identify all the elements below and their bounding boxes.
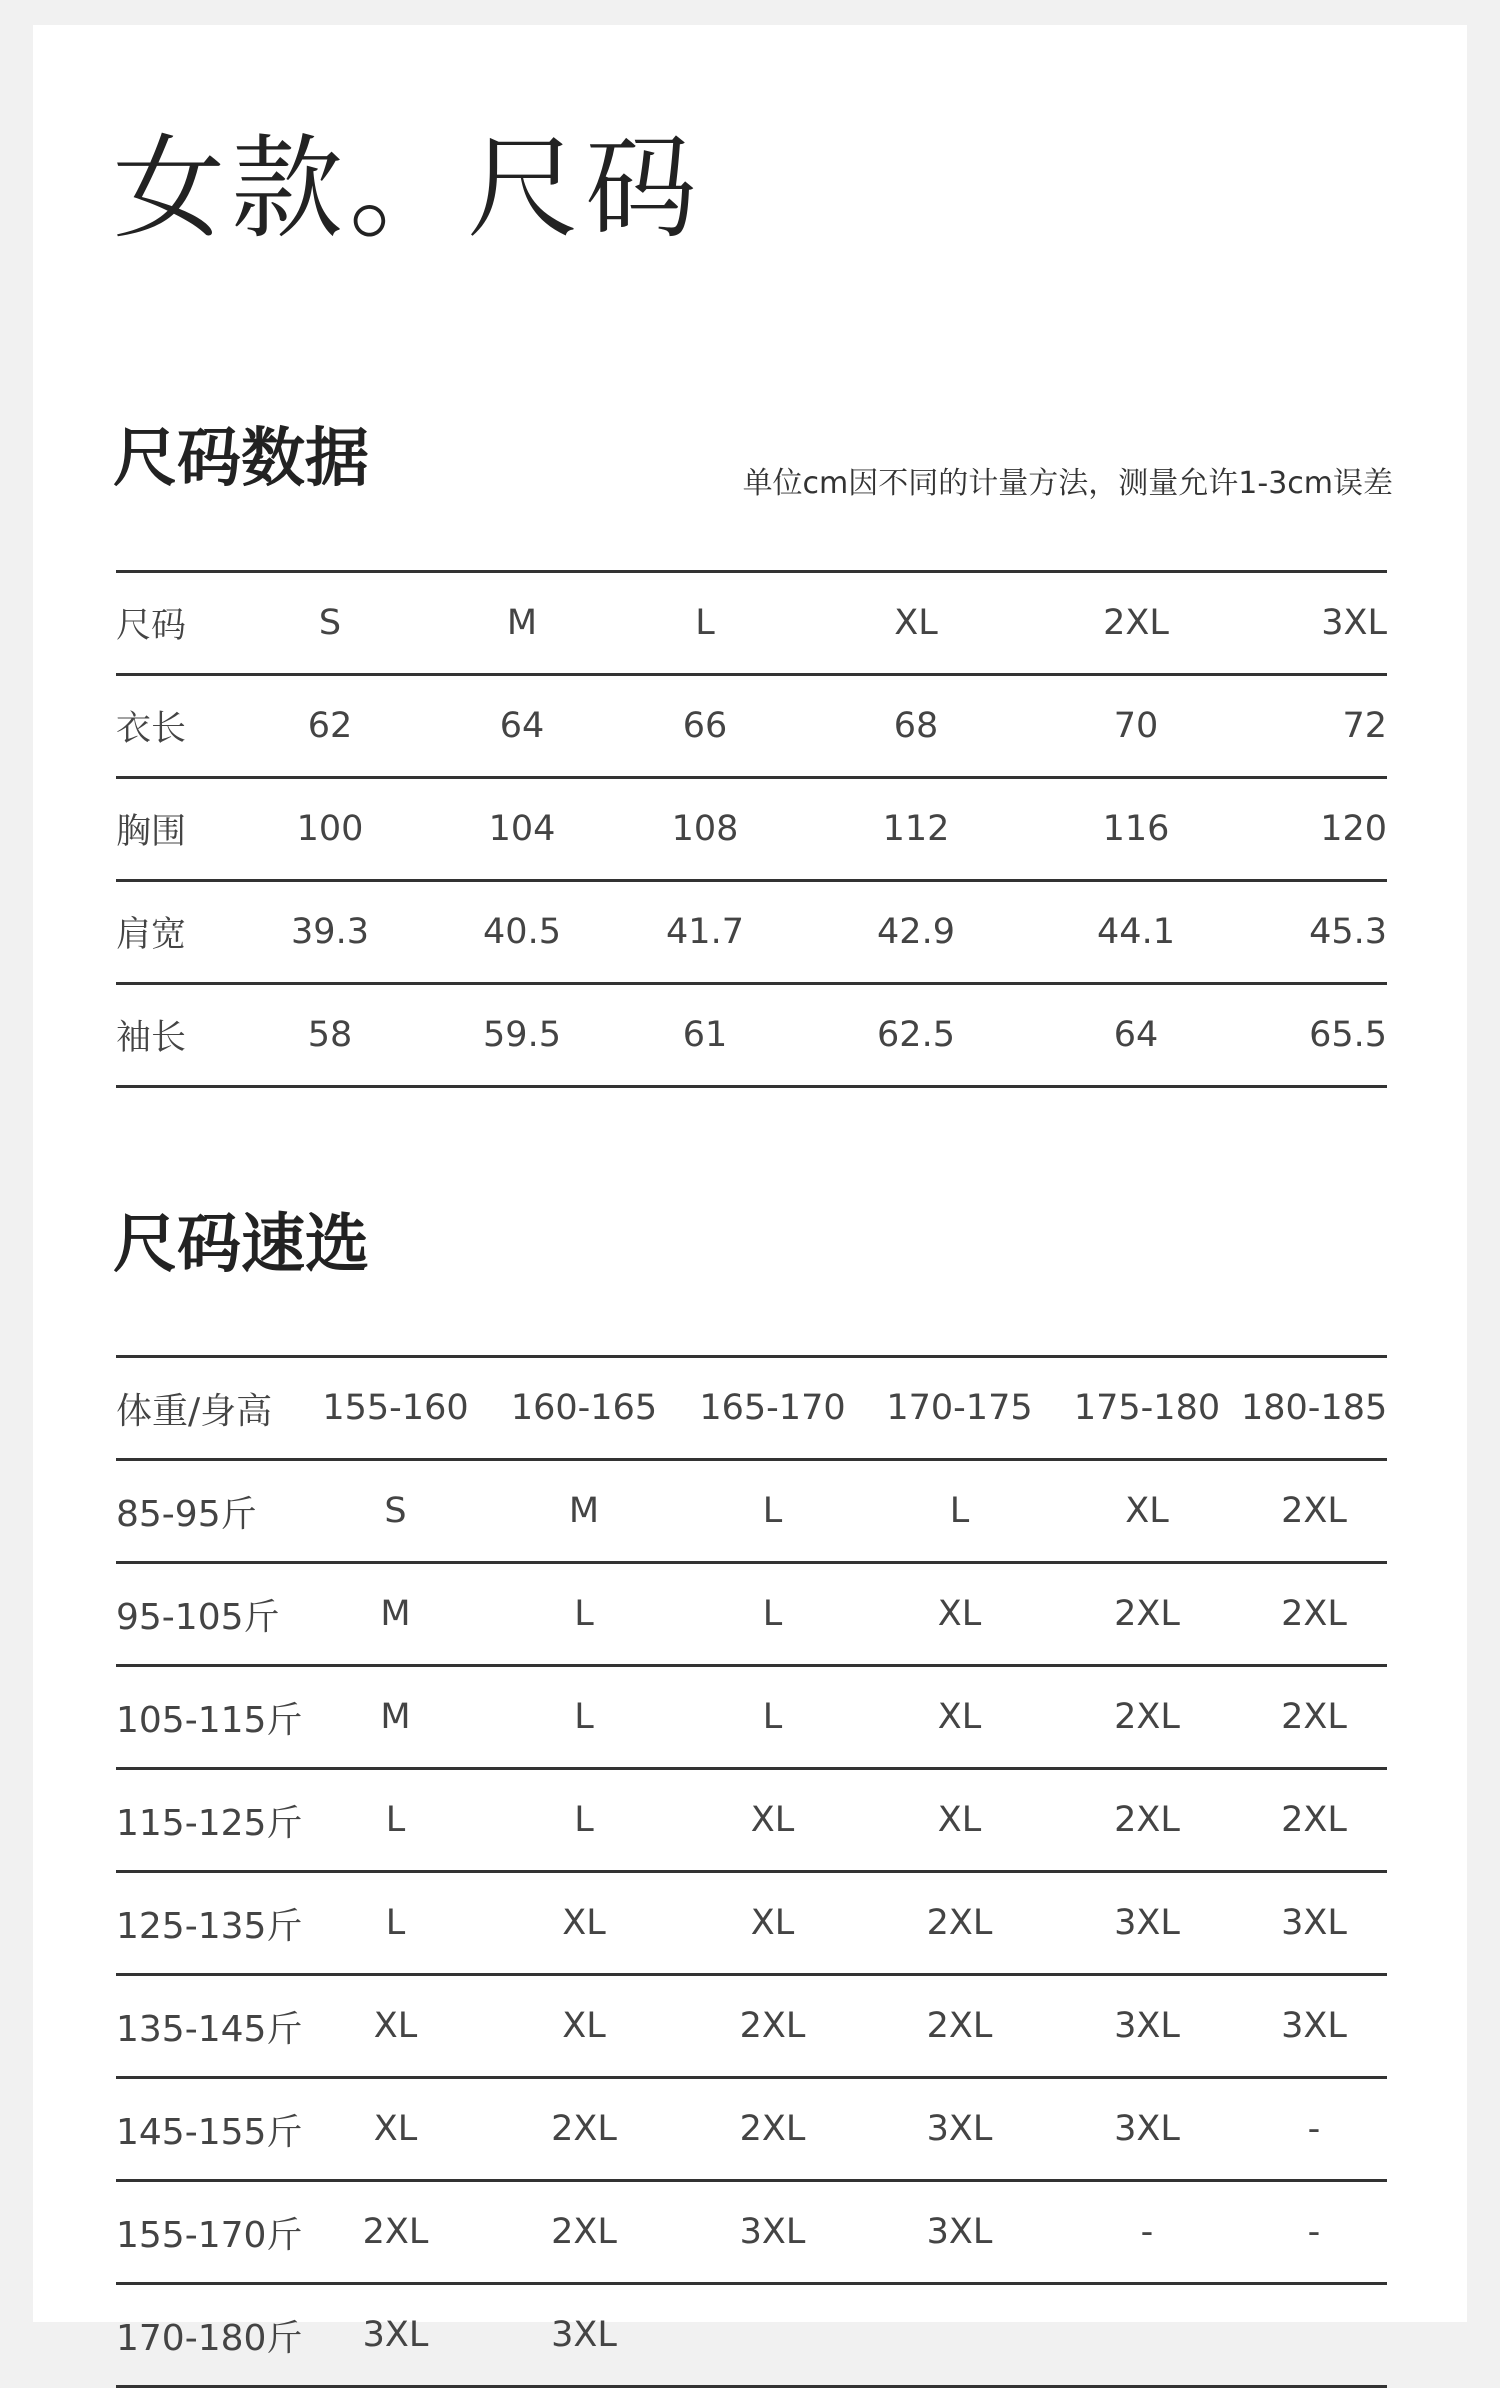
table-row [116, 1872, 1387, 1975]
table-cell: 116 [1022, 778, 1250, 881]
table-row [116, 1563, 1387, 1666]
table-header-row [116, 572, 1387, 675]
row-label: 肩宽 [116, 881, 216, 984]
table-row [116, 1460, 1387, 1563]
table-cell: 2XL [679, 1975, 866, 2078]
header-cell: 180-185 [1241, 1357, 1387, 1460]
table-cell: L [679, 1666, 866, 1769]
table-cell: XL [866, 1666, 1053, 1769]
table-cell: XL [866, 1563, 1053, 1666]
table-cell: 3XL [679, 2181, 866, 2284]
table-cell: 2XL [1241, 1460, 1387, 1563]
table-cell: L [302, 1872, 489, 1975]
table-cell: 3XL [866, 2181, 1053, 2284]
table-cell: 2XL [866, 1872, 1053, 1975]
header-cell: 3XL [1250, 572, 1387, 675]
size-data-title: 尺码数据 [113, 422, 369, 496]
table-cell: L [489, 1769, 679, 1872]
table-cell: L [679, 1563, 866, 1666]
table-row [116, 778, 1387, 881]
table-cell: 112 [810, 778, 1022, 881]
table-cell: 2XL [1053, 1666, 1241, 1769]
table-cell: 45.3 [1250, 881, 1387, 984]
table-cell: 44.1 [1022, 881, 1250, 984]
table-cell: XL [302, 2078, 489, 2181]
table-cell: 3XL [866, 2078, 1053, 2181]
table-cell: 66 [600, 675, 810, 778]
table-cell: 62 [216, 675, 444, 778]
table-cell: 64 [1022, 984, 1250, 1087]
table-row [116, 675, 1387, 778]
table-cell: XL [679, 1769, 866, 1872]
header-cell: 2XL [1022, 572, 1250, 675]
table-row [116, 2181, 1387, 2284]
table-cell: 65.5 [1250, 984, 1387, 1087]
measurement-note: 单位cm因不同的计量方法，测量允许1-3cm误差 [742, 466, 1393, 501]
table-row [116, 984, 1387, 1087]
row-label: 155-170斤 [116, 2181, 302, 2284]
table-cell: 62.5 [810, 984, 1022, 1087]
table-cell: M [302, 1563, 489, 1666]
table-cell: 120 [1250, 778, 1387, 881]
table-cell: - [1241, 2181, 1387, 2284]
row-label: 85-95斤 [116, 1460, 302, 1563]
row-label: 170-180斤 [116, 2284, 302, 2387]
table-cell: 68 [810, 675, 1022, 778]
header-cell: 尺码 [116, 572, 216, 675]
table-cell: M [489, 1460, 679, 1563]
table-cell: 108 [600, 778, 810, 881]
table-cell: L [489, 1563, 679, 1666]
row-label: 95-105斤 [116, 1563, 302, 1666]
table-cell: L [489, 1666, 679, 1769]
table-cell: 2XL [679, 2078, 866, 2181]
table-cell: 64 [444, 675, 600, 778]
row-label: 125-135斤 [116, 1872, 302, 1975]
table-row [116, 1975, 1387, 2078]
table-cell: 72 [1250, 675, 1387, 778]
table-cell: 42.9 [810, 881, 1022, 984]
row-label: 135-145斤 [116, 1975, 302, 2078]
table-cell: 2XL [1241, 1769, 1387, 1872]
header-cell: 155-160 [302, 1357, 489, 1460]
table-cell: - [1241, 2078, 1387, 2181]
table-cell: 3XL [1241, 1872, 1387, 1975]
table-header-row [116, 1357, 1387, 1460]
row-label: 衣长 [116, 675, 216, 778]
table-cell: 59.5 [444, 984, 600, 1087]
row-label: 115-125斤 [116, 1769, 302, 1872]
table-cell: 2XL [1053, 1563, 1241, 1666]
table-cell: 3XL [1053, 1975, 1241, 2078]
table-cell: XL [1053, 1460, 1241, 1563]
table-cell: XL [866, 1769, 1053, 1872]
table-row [116, 1666, 1387, 1769]
table-cell [679, 2284, 866, 2387]
table-cell: 40.5 [444, 881, 600, 984]
header-cell: 175-180 [1053, 1357, 1241, 1460]
size-picker-title: 尺码速选 [113, 1208, 369, 1282]
table-cell: XL [489, 1975, 679, 2078]
table-row [116, 2284, 1387, 2387]
table-cell: L [679, 1460, 866, 1563]
table-cell: S [302, 1460, 489, 1563]
table-cell: M [302, 1666, 489, 1769]
table-cell: 3XL [1241, 1975, 1387, 2078]
header-cell: L [600, 572, 810, 675]
table-cell: 2XL [866, 1975, 1053, 2078]
size-picker-table [116, 1355, 1387, 2388]
header-cell: S [216, 572, 444, 675]
table-cell: 100 [216, 778, 444, 881]
table-cell: 3XL [302, 2284, 489, 2387]
size-data-table [116, 570, 1387, 1088]
table-row [116, 2078, 1387, 2181]
table-cell: 2XL [1241, 1666, 1387, 1769]
table-cell: 3XL [489, 2284, 679, 2387]
table-cell: - [1053, 2181, 1241, 2284]
header-cell: XL [810, 572, 1022, 675]
table-cell: 41.7 [600, 881, 810, 984]
table-cell: 58 [216, 984, 444, 1087]
row-label: 袖长 [116, 984, 216, 1087]
header-cell: 体重/身高 [116, 1357, 302, 1460]
header-cell: 165-170 [679, 1357, 866, 1460]
table-cell: XL [302, 1975, 489, 2078]
header-cell: 160-165 [489, 1357, 679, 1460]
table-cell: 2XL [489, 2078, 679, 2181]
table-cell: 2XL [302, 2181, 489, 2284]
table-row [116, 1769, 1387, 1872]
table-cell [1053, 2284, 1241, 2387]
table-cell: 2XL [1053, 1769, 1241, 1872]
header-cell: M [444, 572, 600, 675]
table-cell [866, 2284, 1053, 2387]
page-title: 女款。尺码 [113, 124, 703, 254]
table-row [116, 881, 1387, 984]
table-cell: 70 [1022, 675, 1250, 778]
table-cell: L [302, 1769, 489, 1872]
row-label: 胸围 [116, 778, 216, 881]
table-cell: XL [679, 1872, 866, 1975]
table-cell: 2XL [489, 2181, 679, 2284]
table-cell: 104 [444, 778, 600, 881]
table-cell: XL [489, 1872, 679, 1975]
header-cell: 170-175 [866, 1357, 1053, 1460]
table-cell: L [866, 1460, 1053, 1563]
table-cell: 39.3 [216, 881, 444, 984]
size-guide-card [33, 25, 1467, 2359]
table-cell: 61 [600, 984, 810, 1087]
table-cell: 2XL [1241, 1563, 1387, 1666]
row-label: 145-155斤 [116, 2078, 302, 2181]
table-cell: 3XL [1053, 2078, 1241, 2181]
row-label: 105-115斤 [116, 1666, 302, 1769]
table-cell: 3XL [1053, 1872, 1241, 1975]
table-cell [1241, 2284, 1387, 2387]
